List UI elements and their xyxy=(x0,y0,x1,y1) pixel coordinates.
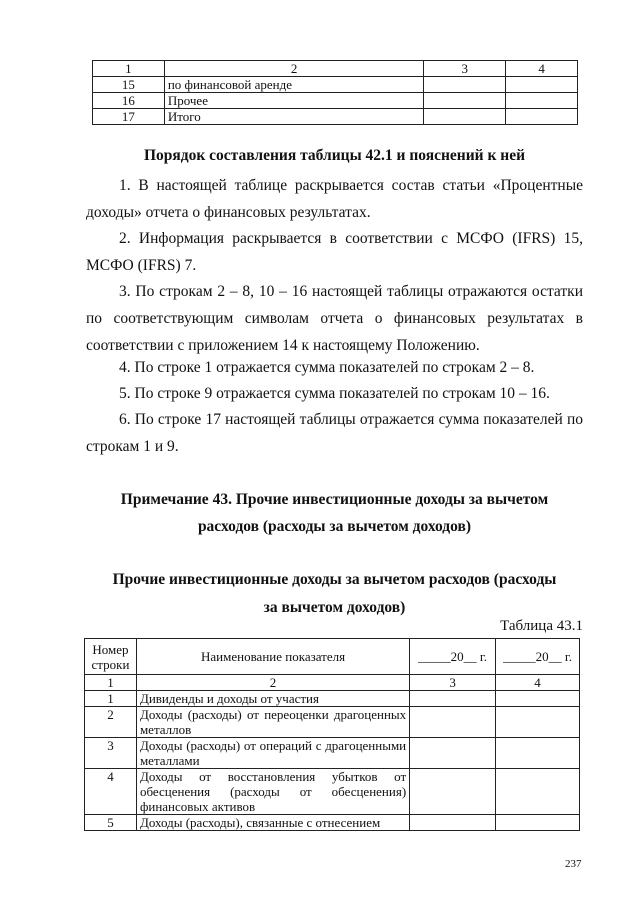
header-year-2: _____20__ г. xyxy=(496,639,580,675)
table-row xyxy=(93,77,578,93)
table-cell: 4 xyxy=(506,61,578,77)
row-number: 3 xyxy=(85,738,137,769)
row-name: Прочее xyxy=(164,93,423,109)
paragraph-1: 1. В настоящей таблице раскрывается состав статьи «Процентные доходы» отчета о финансовых результатах. xyxy=(86,177,583,221)
table-header-row xyxy=(85,639,580,675)
row-name: Дивиденды и доходы от участия xyxy=(136,691,409,707)
table-row xyxy=(85,691,580,707)
table-cell xyxy=(410,769,496,815)
table-cell xyxy=(506,109,578,125)
paragraph-4: 4. По строке 1 отражается сумма показателей по строкам 2 – 8. xyxy=(119,359,535,376)
table-cell xyxy=(424,109,506,125)
table-header-row xyxy=(93,61,578,77)
note-title: Примечание 43. Прочие инвестиционные доходы за вычетом расходов (расходы за вычетом доходов) xyxy=(120,491,549,535)
section-heading: Порядок составления таблицы 42.1 и пояснений к ней xyxy=(143,147,526,164)
table-42-1-continuation xyxy=(92,60,578,125)
row-number: 16 xyxy=(93,93,165,109)
table-index-row xyxy=(85,675,580,691)
row-name: по финансовой аренде xyxy=(164,77,423,93)
header-indicator-name: Наименование показателя xyxy=(136,639,409,675)
table-cell xyxy=(424,93,506,109)
row-name: Доходы от восстановления убытков от обесценения (расходы от обесценения) финансовых активов xyxy=(136,769,409,815)
table-cell: 1 xyxy=(85,675,137,691)
table-row xyxy=(93,109,578,125)
table-cell xyxy=(410,691,496,707)
row-number: 17 xyxy=(93,109,165,125)
table-title: Прочие инвестиционные доходы за вычетом расходов (расходы за вычетом доходов) xyxy=(112,571,557,616)
row-name: Итого xyxy=(164,109,423,125)
table-cell: 2 xyxy=(136,675,409,691)
table-cell xyxy=(506,93,578,109)
table-cell: 1 xyxy=(93,61,165,77)
table-cell xyxy=(496,707,580,738)
table-cell: 3 xyxy=(410,675,496,691)
row-name: Доходы (расходы) от переоценки драгоценных металлов xyxy=(136,707,409,738)
paragraph-2: 2. Информация раскрывается в соответствии с МСФО (IFRS) 15, МСФО (IFRS) 7. xyxy=(86,230,583,274)
header-row-number: Номер строки xyxy=(85,639,137,675)
row-number: 1 xyxy=(85,691,137,707)
table-cell: 2 xyxy=(164,61,423,77)
paragraph-5: 5. По строке 9 отражается сумма показателей по строкам 10 – 16. xyxy=(119,385,550,402)
row-name: Доходы (расходы), связанные с отнесением xyxy=(136,815,409,831)
table-cell xyxy=(496,815,580,831)
table-cell: 4 xyxy=(496,675,580,691)
row-number: 2 xyxy=(85,707,137,738)
table-row xyxy=(93,93,578,109)
table-row xyxy=(85,815,580,831)
table-row xyxy=(85,769,580,815)
table-cell xyxy=(410,738,496,769)
table-cell xyxy=(410,815,496,831)
row-name: Доходы (расходы) от операций с драгоценными металлами xyxy=(136,738,409,769)
row-number: 15 xyxy=(93,77,165,93)
table-43-1 xyxy=(84,638,580,831)
row-number: 5 xyxy=(85,815,137,831)
table-cell xyxy=(496,738,580,769)
table-cell xyxy=(496,769,580,815)
table-cell xyxy=(506,77,578,93)
table-cell xyxy=(424,77,506,93)
table-cell xyxy=(410,707,496,738)
table-cell xyxy=(496,691,580,707)
table-row xyxy=(85,707,580,738)
table-row xyxy=(85,738,580,769)
paragraph-3: 3. По строкам 2 – 8, 10 – 16 настоящей таблицы отражаются остатки по соответствующим символам отчета о финансовых результатах в соответствии с приложением 14 к настоящему Положению. xyxy=(86,283,583,354)
paragraph-6: 6. По строке 17 настоящей таблицы отражается сумма показателей по строкам 1 и 9. xyxy=(86,411,583,455)
header-year-1: _____20__ г. xyxy=(410,639,496,675)
table-number: Таблица 43.1 xyxy=(500,618,583,634)
page-number: 237 xyxy=(565,858,582,870)
table-cell: 3 xyxy=(424,61,506,77)
row-number: 4 xyxy=(85,769,137,815)
